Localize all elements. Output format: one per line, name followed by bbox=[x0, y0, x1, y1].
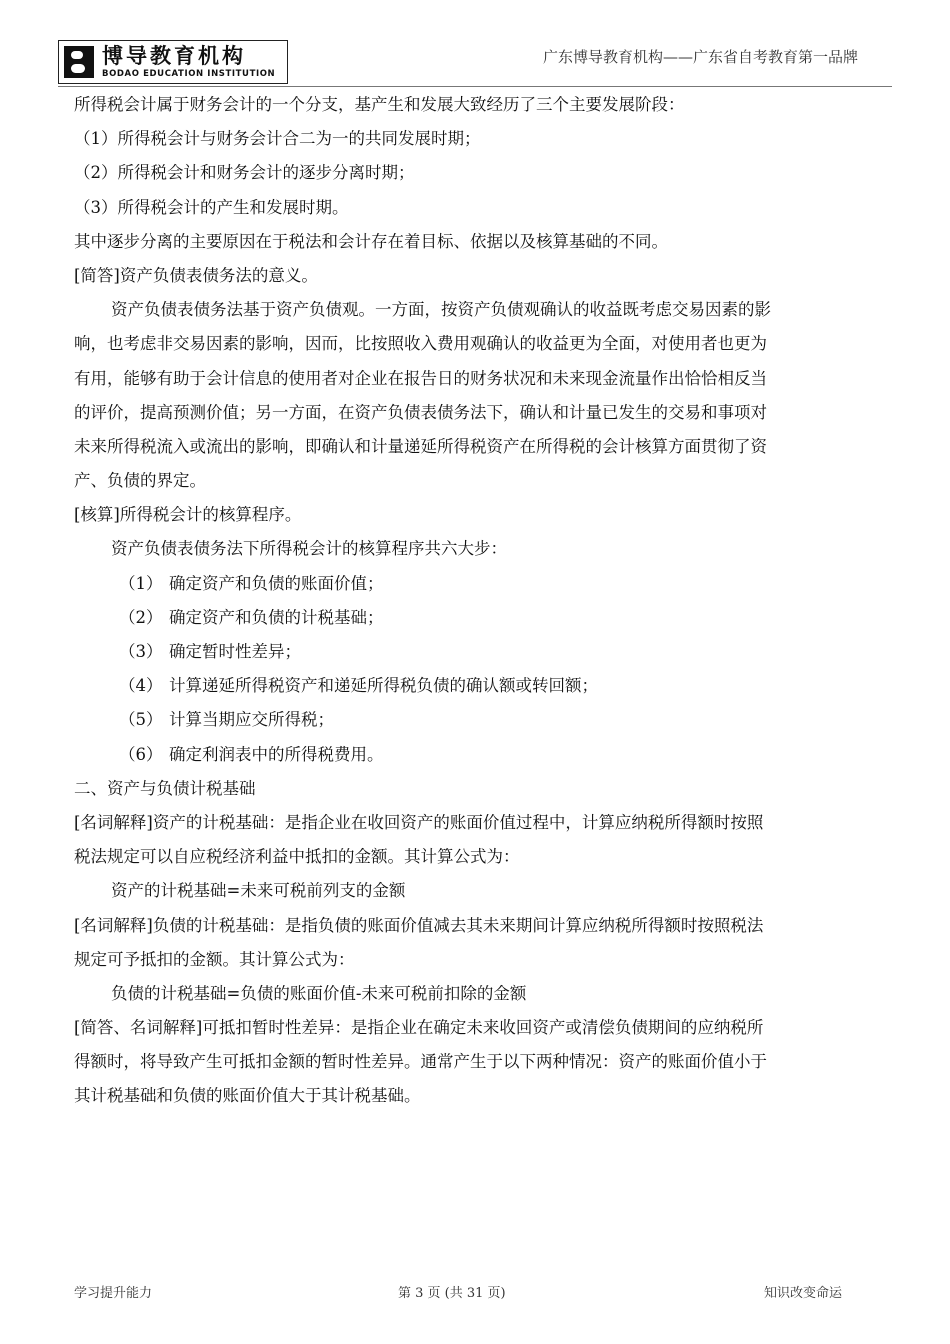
footer-left-text: 学习提升能力 bbox=[74, 1286, 153, 1301]
step-text: 计算递延所得税资产和递延所得税负债的确认额或转回额； bbox=[169, 676, 598, 696]
step-item bbox=[74, 601, 884, 635]
paragraph-line: 响，也考虑非交易因素的影响，因而，比按照收入费用观确认的收益更为全面，对使用者也更为 bbox=[74, 334, 767, 354]
formula-line: 负债的计税基础=负债的账面价值-未来可税前扣除的金额 bbox=[111, 983, 527, 1003]
logo-chinese-name: 博导教育机构 bbox=[102, 43, 246, 68]
section-heading: 二、资产与负债计税基础 bbox=[74, 778, 256, 798]
step-text: 确定利润表中的所得税费用。 bbox=[169, 744, 384, 764]
paragraph-line: 资产负债表债务法下所得税会计的核算程序共六大步： bbox=[111, 539, 507, 559]
step-number: （3） bbox=[119, 642, 163, 661]
step-number: （1） bbox=[119, 573, 163, 593]
header-slogan: 广东博导教育机构——广东省自考教育第一品牌 bbox=[542, 48, 858, 66]
paragraph-line: 规定可予抵扣的金额。其计算公式为： bbox=[74, 949, 355, 969]
paragraph-line: 所得税会计属于财务会计的一个分支，基产生和发展大致经历了三个主要发展阶段： bbox=[74, 95, 685, 114]
header-divider bbox=[58, 86, 892, 87]
paragraph-line: [名词解释]负债的计税基础：是指负债的账面价值减去其未来期间计算应纳税所得额时按照税法 bbox=[74, 915, 764, 935]
paragraph-line: [名词解释]资产的计税基础：是指企业在收回资产的账面价值过程中，计算应纳税所得额时按照 bbox=[74, 812, 764, 832]
step-text: 计算当期应交所得税； bbox=[169, 710, 334, 730]
step-text: 确定暂时性差异； bbox=[169, 642, 301, 661]
step-number: （4） bbox=[119, 676, 163, 696]
paragraph-line: [简答、名词解释]可抵扣暂时性差异：是指企业在确定未来收回资产或清偿负债期间的应纳税所 bbox=[74, 1018, 764, 1038]
step-number: （5） bbox=[119, 710, 163, 730]
paragraph-line: 税法规定可以自应税经济利益中抵扣的金额。其计算公式为： bbox=[74, 847, 520, 867]
logo-b-icon bbox=[62, 44, 96, 80]
step-item bbox=[74, 669, 884, 703]
paragraph-line: 未来所得税流入或流出的影响，即确认和计量递延所得税资产在所得税的会计核算方面贯彻了资 bbox=[74, 436, 767, 456]
question-heading: [核算]所得税会计的核算程序。 bbox=[74, 505, 302, 525]
formula-line: 资产的计税基础=未来可税前列支的金额 bbox=[111, 881, 406, 901]
paragraph-line: 其中逐步分离的主要原因在于税法和会计存在着目标、依据以及核算基础的不同。 bbox=[74, 231, 668, 251]
list-item: （2）所得税会计和财务会计的逐步分离时期； bbox=[74, 163, 415, 183]
list-item: （3）所得税会计的产生和发展时期。 bbox=[74, 197, 349, 217]
paragraph-line: 得额时，将导致产生可抵扣金额的暂时性差异。通常产生于以下两种情况：资产的账面价值小于 bbox=[74, 1052, 767, 1072]
step-text: 确定资产和负债的账面价值； bbox=[169, 573, 384, 593]
page-number: 第 3 页 (共 31 页) bbox=[398, 1286, 506, 1301]
step-item bbox=[74, 567, 884, 601]
page-header bbox=[0, 0, 950, 88]
paragraph-line: 其计税基础和负债的账面价值大于其计税基础。 bbox=[74, 1086, 421, 1106]
paragraph-line: 的评价，提高预测价值；另一方面，在资产负债表债务法下，确认和计量已发生的交易和事项对 bbox=[74, 402, 767, 422]
step-item bbox=[74, 635, 884, 669]
step-item bbox=[74, 738, 884, 772]
step-number: （6） bbox=[119, 744, 163, 764]
step-item bbox=[74, 703, 884, 737]
step-text: 确定资产和负债的计税基础； bbox=[169, 607, 384, 627]
logo-english-name: BODAO EDUCATION INSTITUTION bbox=[102, 68, 276, 79]
paragraph-line: 有用，能够有助于会计信息的使用者对企业在报告日的财务状况和未来现金流量作出恰恰相反当 bbox=[74, 368, 767, 388]
step-number: （2） bbox=[119, 607, 163, 627]
question-heading: [简答]资产负债表债务法的意义。 bbox=[74, 265, 318, 285]
list-item: （1）所得税会计与财务会计合二为一的共同发展时期； bbox=[74, 129, 481, 149]
footer-right-text: 知识改变命运 bbox=[764, 1286, 843, 1301]
paragraph-line: 产、负债的界定。 bbox=[74, 471, 206, 491]
paragraph-line: 资产负债表债务法基于资产负债观。一方面，按资产负债观确认的收益既考虑交易因素的影 bbox=[111, 300, 771, 320]
institution-logo bbox=[58, 40, 288, 84]
document-body bbox=[74, 88, 884, 1114]
